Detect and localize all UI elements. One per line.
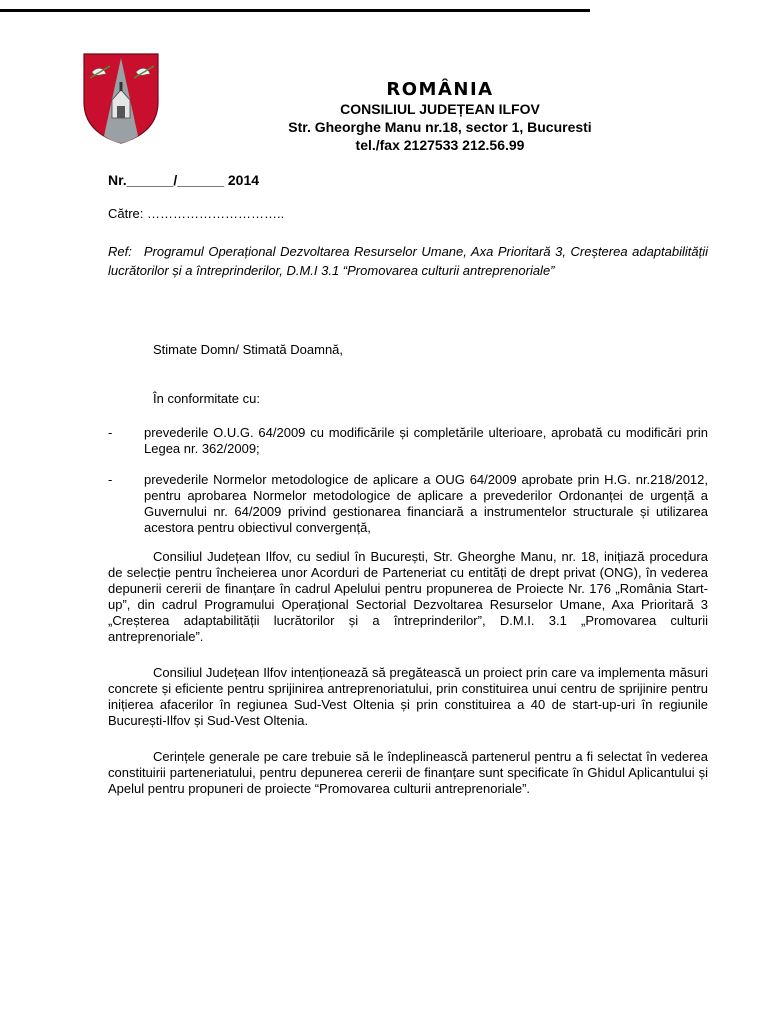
registration-number-line: Nr.______/______ 2014 (108, 172, 260, 188)
list-item (108, 472, 708, 536)
conformity-intro: În conformitate cu: (153, 391, 260, 406)
reference-label: Ref: (108, 244, 132, 259)
country-title: ROMÂNIA (386, 79, 494, 100)
institution-address: Str. Gheorghe Manu nr.18, sector 1, Bucuresti (288, 119, 592, 135)
reference-text: Programul Operațional Dezvoltarea Resurselor Umane, Axa Prioritară 3, Creșterea adaptabilității lucrătorilor și a întreprinderilor, D.M.I 3.1 “Promovarea culturii antreprenoriale” (108, 244, 708, 278)
ilfov-coat-of-arms-icon (82, 52, 160, 144)
document-header (200, 80, 680, 154)
bullet-text: prevederile O.U.G. 64/2009 cu modificările și completările ulterioare, aprobată cu modificări prin Legea nr. 362/2009; (144, 425, 708, 456)
institution-phone: tel./fax 2127533 212.56.99 (355, 137, 525, 153)
body-paragraph: Consiliul Județean Ilfov, cu sediul în București, Str. Gheorghe Manu, nr. 18, inițiază procedura de selecție pentru încheierea unor Acorduri de Parteneriat cu entități de drept privat (ONG), în vederea depunerii cererii de finanțare în cadrul Apelului pentru propunerea de Proiecte Nr. 176 „România Start-up”, din cadrul Programului Operațional Sectorial Dezvoltarea Resurselor Umane, Axa Prioritară 3 „Creșterea adaptabilității lucrătorilor și a întreprinderilor”, D.M.I. 3.1 „Promovarea culturii antreprenoriale”. (108, 549, 708, 644)
top-rule (0, 9, 590, 12)
institution-name: CONSILIUL JUDEȚEAN ILFOV (340, 101, 540, 117)
body-paragraph: Consiliul Județean Ilfov intenționează să pregătească un proiect prin care va implementa măsuri concrete și eficiente pentru sprijinirea antreprenoriatului, prin constituirea unui centru de sprijinire pentru inițierea afacerilor în regiunea Sud-Vest Oltenia și prin constituirea a 40 de start-up-uri în regiunile București-Ilfov și Sud-Vest Oltenia. (108, 665, 708, 728)
reference-block (108, 242, 708, 280)
bullet-dash: - (108, 472, 113, 487)
bullet-text: prevederile Normelor metodologice de aplicare a OUG 64/2009 aprobate prin H.G. nr.218/2012, pentru aprobarea Normelor metodologice de aplicare a prevederilor Ordonanței de urgență a Guvernului nr. 64/2009 privind gestionarea financiară a instrumentelor structurale și utilizarea acestora pentru obiectivul convergență, (144, 472, 708, 535)
list-item (108, 425, 708, 457)
bullet-dash: - (108, 425, 113, 440)
body-paragraph: Cerințele generale pe care trebuie să le îndeplinească partenerul pentru a fi selectat în vederea constituirii parteneriatului, pentru depunerea cererii de finanțare sunt specificate în Ghidul Aplicantului și Apelul pentru propuneri de proiecte “Promovarea culturii antreprenoriale”. (108, 749, 708, 796)
recipient-line: Către: ………………………….. (108, 206, 285, 221)
greeting: Stimate Domn/ Stimată Doamnă, (153, 342, 344, 357)
